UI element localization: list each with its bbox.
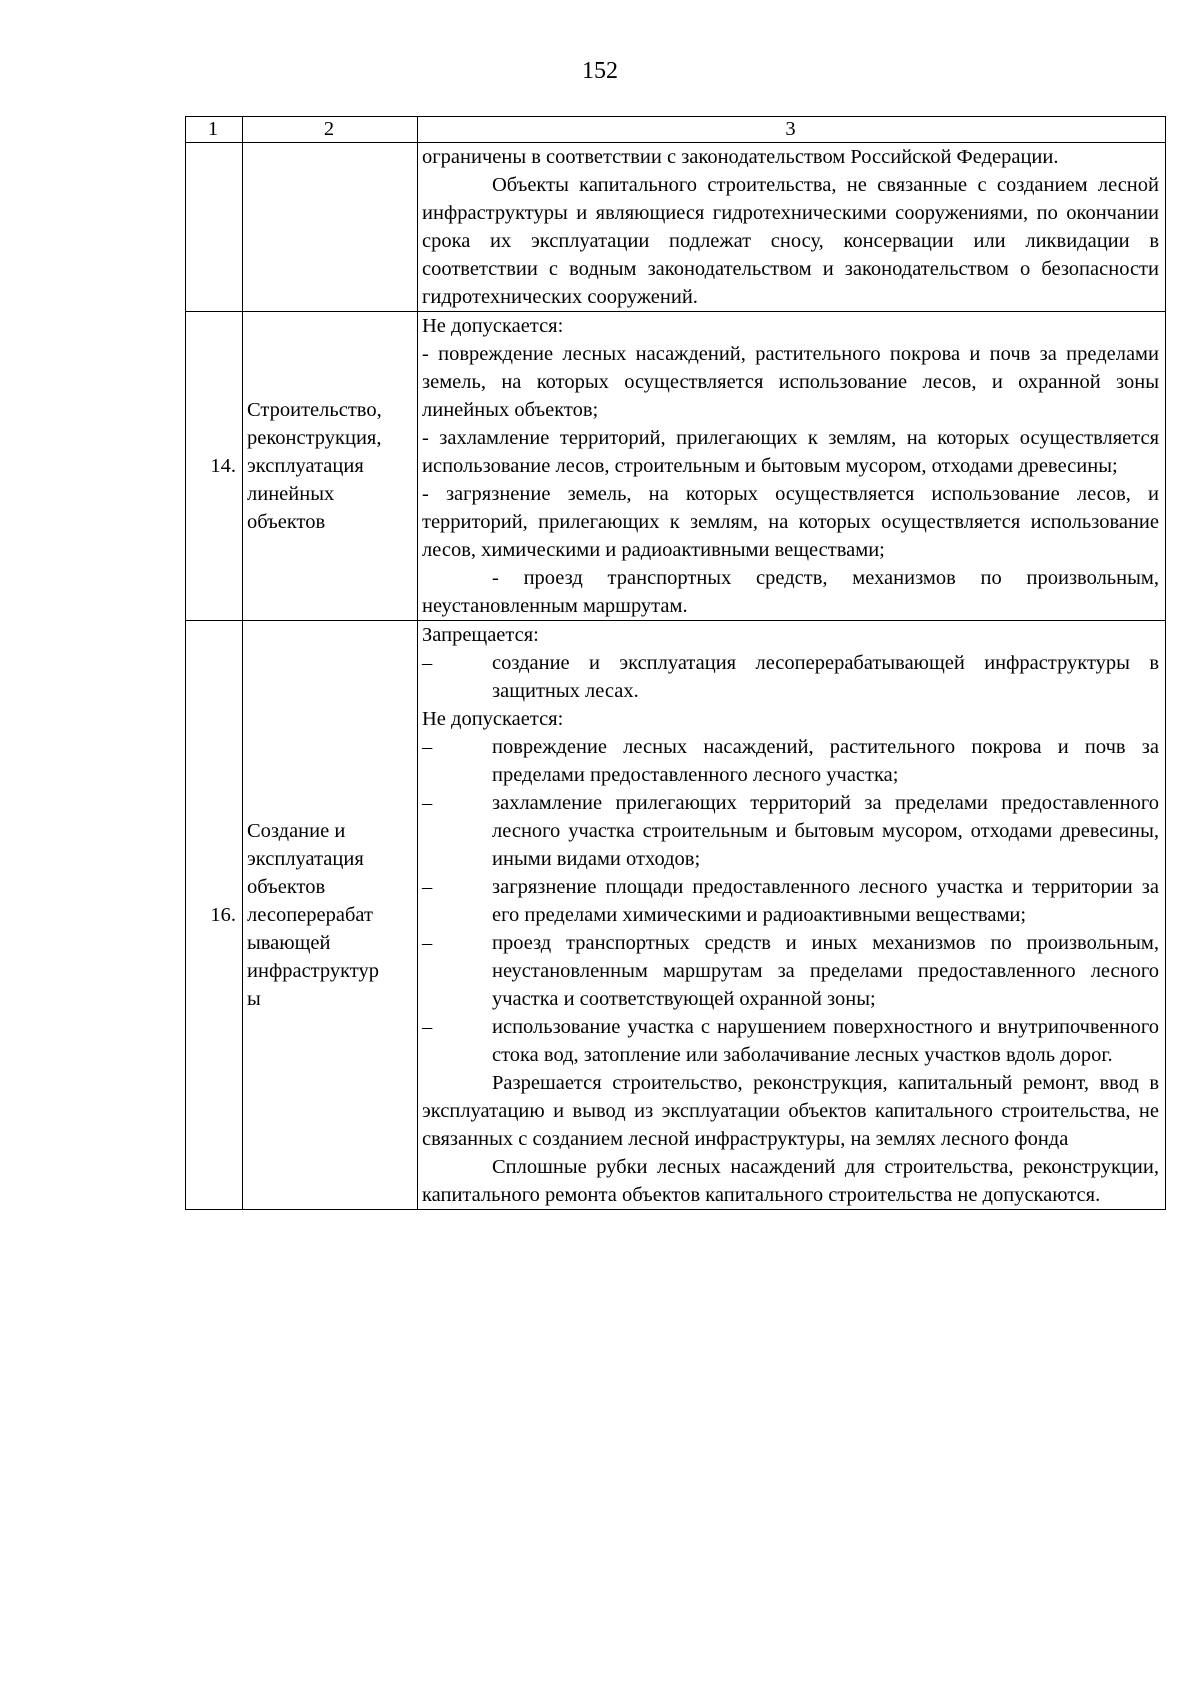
- activity-name-line: ы: [247, 988, 261, 1010]
- requirement-paragraph: Объекты капитального строительства, не связанные с созданием лесной инфраструктуры и являющиеся гидротехническими сооружениями, по окончании срока их эксплуатации подлежат сносу, консервации или ликвидации в соответствии с водным законодательством и законодательством о безопасности гидротехнических сооружений.: [422, 174, 1159, 308]
- table-row: [186, 621, 1166, 1210]
- dash-mark: –: [422, 736, 433, 758]
- requirement-paragraph: - захламление территорий, прилегающих к землям, на которых осуществляется использование лесов, строительным и бытовым мусором, отходами древесины;: [422, 427, 1159, 477]
- requirement-paragraph: Разрешается строительство, реконструкция, капитальный ремонт, ввод в эксплуатацию и вывод из эксплуатации объектов капитального строительства, не связанных с созданием лесной инфраструктуры, на землях лесного фонда: [422, 1072, 1159, 1150]
- activity-name-cell: [243, 143, 418, 312]
- activity-name-cell: [243, 621, 418, 1210]
- dash-item-text: проезд транспортных средств и иных механизмов по произвольным, неустановленным маршрутам за пределами предоставленного лесного участка и соответствующей охранной зоны;: [492, 932, 1159, 1010]
- dash-mark: –: [422, 932, 433, 954]
- page-number: 152: [582, 58, 618, 84]
- column-header-2: 2: [243, 117, 418, 143]
- requirement-paragraph: Сплошные рубки лесных насаждений для строительства, реконструкции, капитального ремонта объектов капитального строительства не допускаются.: [422, 1156, 1159, 1206]
- dash-list-item: [422, 649, 1159, 705]
- dash-list-item: [422, 733, 1159, 789]
- requirements-cell: [418, 621, 1166, 1210]
- activity-name-cell: [243, 312, 418, 621]
- dash-list-item: [422, 789, 1159, 873]
- dash-list-item: [422, 929, 1159, 1013]
- table-body: [186, 117, 1166, 1210]
- regulation-table: [185, 116, 1166, 1210]
- dash-mark: –: [422, 1016, 433, 1038]
- table-header-row: [186, 117, 1166, 143]
- activity-name-line: эксплуатация: [247, 455, 364, 477]
- activity-name-line: линейных: [247, 483, 335, 505]
- table-row: [186, 312, 1166, 621]
- requirement-paragraph: - проезд транспортных средств, механизмов по произвольным, неустановленным маршрутам.: [422, 567, 1159, 617]
- column-header-1: 1: [186, 117, 243, 143]
- activity-name-line: инфраструктур: [247, 960, 379, 982]
- requirement-paragraph: Не допускается:: [422, 708, 564, 730]
- dash-mark: –: [422, 652, 433, 674]
- dash-item-text: повреждение лесных насаждений, растительного покрова и почв за пределами предоставленного лесного участка;: [492, 736, 1159, 786]
- dash-item-text: создание и эксплуатация лесоперерабатывающей инфраструктуры в защитных лесах.: [492, 652, 1159, 702]
- row-number: [186, 143, 243, 312]
- dash-item-text: использование участка с нарушением поверхностного и внутрипочвенного стока вод, затопление или заболачивание лесных участков вдоль дорог.: [492, 1016, 1159, 1066]
- requirement-paragraph: Не допускается:: [422, 315, 564, 337]
- dash-item-text: захламление прилегающих территорий за пределами предоставленного лесного участка строительным и бытовым мусором, отходами древесины, иными видами отходов;: [492, 792, 1159, 870]
- requirement-paragraph: - загрязнение земель, на которых осуществляется использование лесов, и территорий, прилегающих к землям, на которых осуществляется использование лесов, химическими и радиоактивными веществами;: [422, 483, 1159, 561]
- activity-name-line: лесоперерабат: [247, 904, 373, 926]
- activity-name-line: эксплуатация: [247, 848, 364, 870]
- column-header-3: 3: [418, 117, 1166, 143]
- dash-item-text: загрязнение площади предоставленного лесного участка и территории за его пределами химическими и радиоактивными веществами;: [492, 876, 1159, 926]
- activity-name-line: ывающей: [247, 932, 331, 954]
- activity-name-line: Создание и: [247, 820, 346, 842]
- dash-mark: –: [422, 876, 433, 898]
- dash-list-item: [422, 1013, 1159, 1069]
- activity-name-line: Строительство,: [247, 399, 382, 421]
- activity-name-line: реконструкция,: [247, 427, 382, 449]
- requirement-paragraph: ограничены в соответствии с законодательством Российской Федерации.: [422, 146, 1059, 168]
- dash-mark: –: [422, 792, 433, 814]
- row-number: 16.: [186, 621, 243, 1210]
- row-number: 14.: [186, 312, 243, 621]
- requirement-paragraph: Запрещается:: [422, 624, 539, 646]
- activity-name-line: объектов: [247, 511, 326, 533]
- requirement-paragraph: - повреждение лесных насаждений, растительного покрова и почв за пределами земель, на которых осуществляется использование лесов, и охранной зоны линейных объектов;: [422, 343, 1159, 421]
- table-row: [186, 143, 1166, 312]
- dash-list-item: [422, 873, 1159, 929]
- requirements-cell: [418, 143, 1166, 312]
- activity-name-line: объектов: [247, 876, 326, 898]
- requirements-cell: [418, 312, 1166, 621]
